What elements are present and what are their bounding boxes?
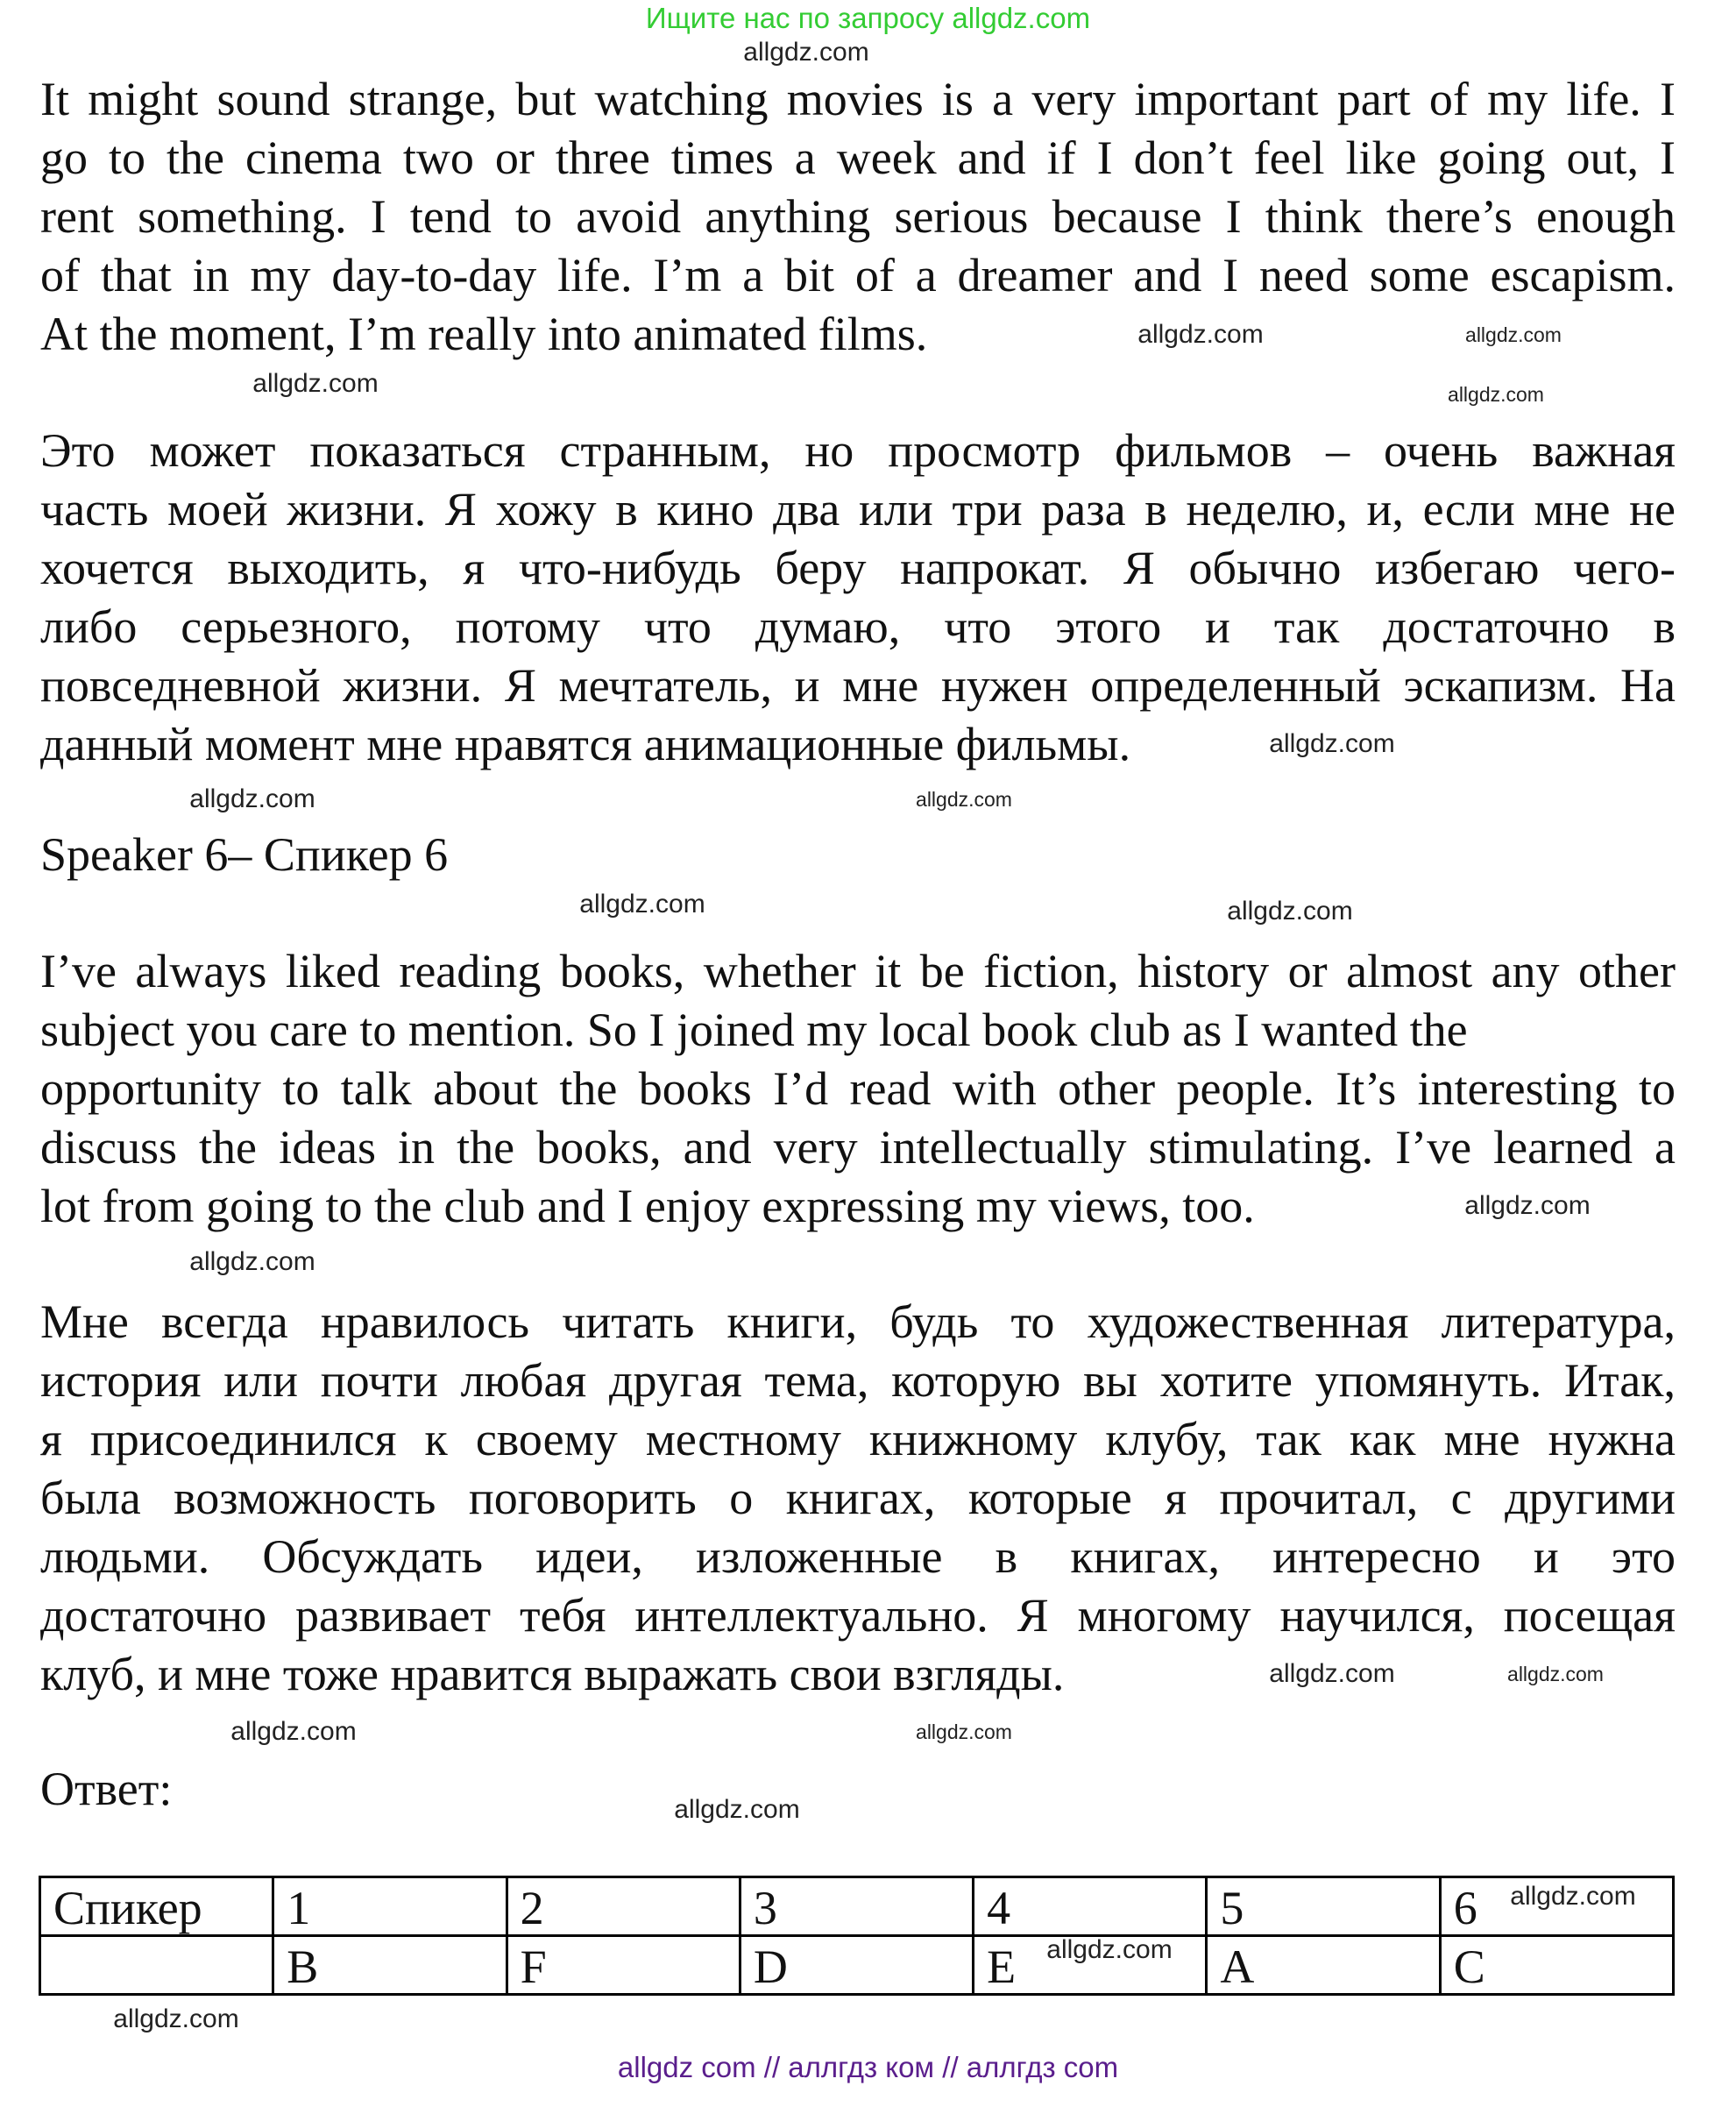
text-line: достаточно развивает тебя интеллектуально. Я многому научился, посещая <box>40 1589 1676 1642</box>
cell-text: B <box>287 1940 319 1993</box>
cell-text: D <box>753 1940 788 1993</box>
cell-text: E <box>987 1940 1017 1993</box>
watermark: allgdz.com <box>1507 1663 1604 1685</box>
table-cell <box>974 1877 1207 1936</box>
table-cell <box>740 1936 973 1995</box>
paragraph-english-1 <box>40 70 1676 364</box>
text-line: клуб, и мне тоже нравится выражать свои взгляды. <box>40 1648 1065 1700</box>
cell-text: Спикер <box>53 1882 202 1934</box>
table-header-row <box>40 1877 1674 1936</box>
cell-text: 2 <box>520 1882 544 1934</box>
text-line: rent something. I tend to avoid anything serious because I think there’s enough <box>40 190 1676 243</box>
watermark: allgdz.com <box>252 369 379 398</box>
answer-label: Ответ: <box>40 1763 173 1815</box>
text-line: lot from going to the club and I enjoy expressing my views, too. <box>40 1180 1255 1232</box>
paragraph-russian-1 <box>40 422 1676 774</box>
watermark: allgdz.com <box>189 784 315 813</box>
text-line: либо серьезного, потому что думаю, что этого и так достаточно в <box>40 600 1676 653</box>
text-line: subject you care to mention. So I joined my local book club as I wanted the <box>40 1004 1468 1056</box>
text-line: часть моей жизни. Я хожу в кино два или три раза в неделю, и, если мне не <box>40 483 1676 536</box>
watermark: allgdz.com <box>1046 1935 1173 1964</box>
watermark: allgdz.com <box>916 788 1012 811</box>
cell-text: 3 <box>753 1882 777 1934</box>
table-cell <box>273 1936 507 1995</box>
watermark: allgdz.com <box>113 2004 239 2033</box>
table-row <box>40 1936 1674 1995</box>
watermark: allgdz.com <box>1510 1882 1636 1911</box>
watermark: allgdz.com <box>743 38 869 67</box>
watermark: allgdz.com <box>579 890 705 919</box>
watermark: allgdz.com <box>1464 1191 1591 1220</box>
text-line: была возможность поговорить о книгах, которые я прочитал, с другими <box>40 1472 1676 1524</box>
watermark: allgdz.com <box>1448 383 1544 406</box>
table-cell <box>1207 1936 1440 1995</box>
text-line: людьми. Обсуждать идеи, изложенные в книгах, интересно и это <box>40 1530 1676 1583</box>
text-line: я присоединился к своему местному книжному клубу, так как мне нужна <box>40 1413 1676 1465</box>
table-cell <box>507 1936 740 1995</box>
text-line: Это может показаться странным, но просмотр фильмов – очень важная <box>40 424 1676 477</box>
watermark: allgdz.com <box>1465 323 1562 346</box>
watermark: allgdz.com <box>1137 320 1264 349</box>
cell-text: 4 <box>987 1882 1011 1934</box>
table-cell <box>740 1877 973 1936</box>
text-line: opportunity to talk about the books I’d read with other people. It’s interesting to <box>40 1062 1676 1115</box>
speaker-heading: Speaker 6– Спикер 6 <box>40 828 449 881</box>
table-cell <box>40 1877 273 1936</box>
cell-text: A <box>1220 1940 1255 1993</box>
table-cell <box>1440 1936 1673 1995</box>
text-line: история или почти любая другая тема, которую вы хотите упомянуть. Итак, <box>40 1354 1676 1407</box>
paragraph-english-2 <box>40 942 1676 1236</box>
table-cell <box>273 1877 507 1936</box>
bottom-banner: allgdz com // аллгдз ком // аллгдз com <box>617 2051 1119 2083</box>
cell-text: 6 <box>1453 1882 1477 1934</box>
text-line: Мне всегда нравилось читать книги, будь то художественная литература, <box>40 1295 1676 1348</box>
paragraph-russian-2 <box>40 1293 1676 1704</box>
cell-text: C <box>1453 1940 1485 1993</box>
cell-text: F <box>520 1940 547 1993</box>
text-line: discuss the ideas in the books, and very intellectually stimulating. I’ve learned a <box>40 1121 1676 1174</box>
text-line: It might sound strange, but watching movies is a very important part of my life. I <box>40 73 1676 125</box>
watermark: allgdz.com <box>1269 729 1395 758</box>
text-line: повседневной жизни. Я мечтатель, и мне нужен определенный эскапизм. На <box>40 659 1676 712</box>
top-banner: Ищите нас по запросу allgdz.com <box>645 2 1091 34</box>
text-line: of that in my day-to-day life. I’m a bit of a dreamer and I need some escapism. <box>40 249 1676 302</box>
watermark: allgdz.com <box>1269 1659 1395 1688</box>
table-cell <box>507 1877 740 1936</box>
cell-text: 5 <box>1220 1882 1244 1934</box>
watermark: allgdz.com <box>189 1247 315 1276</box>
text-line: данный момент мне нравятся анимационные фильмы. <box>40 718 1131 770</box>
answer-table <box>39 1876 1675 1996</box>
text-line: хочется выходить, я что-нибудь беру напрокат. Я обычно избегаю чего- <box>40 542 1676 594</box>
watermark: allgdz.com <box>1227 897 1353 926</box>
watermark: allgdz.com <box>916 1720 1012 1743</box>
cell-text: 1 <box>287 1882 311 1934</box>
text-line: At the moment, I’m really into animated films. <box>40 308 928 360</box>
text-line: I’ve always liked reading books, whether it be fiction, history or almost any other <box>40 945 1676 997</box>
table-cell <box>40 1936 273 1995</box>
table-cell <box>1207 1877 1440 1936</box>
watermark: allgdz.com <box>230 1717 357 1746</box>
text-line: go to the cinema two or three times a week and if I don’t feel like going out, I <box>40 131 1676 184</box>
watermark: allgdz.com <box>674 1795 800 1824</box>
